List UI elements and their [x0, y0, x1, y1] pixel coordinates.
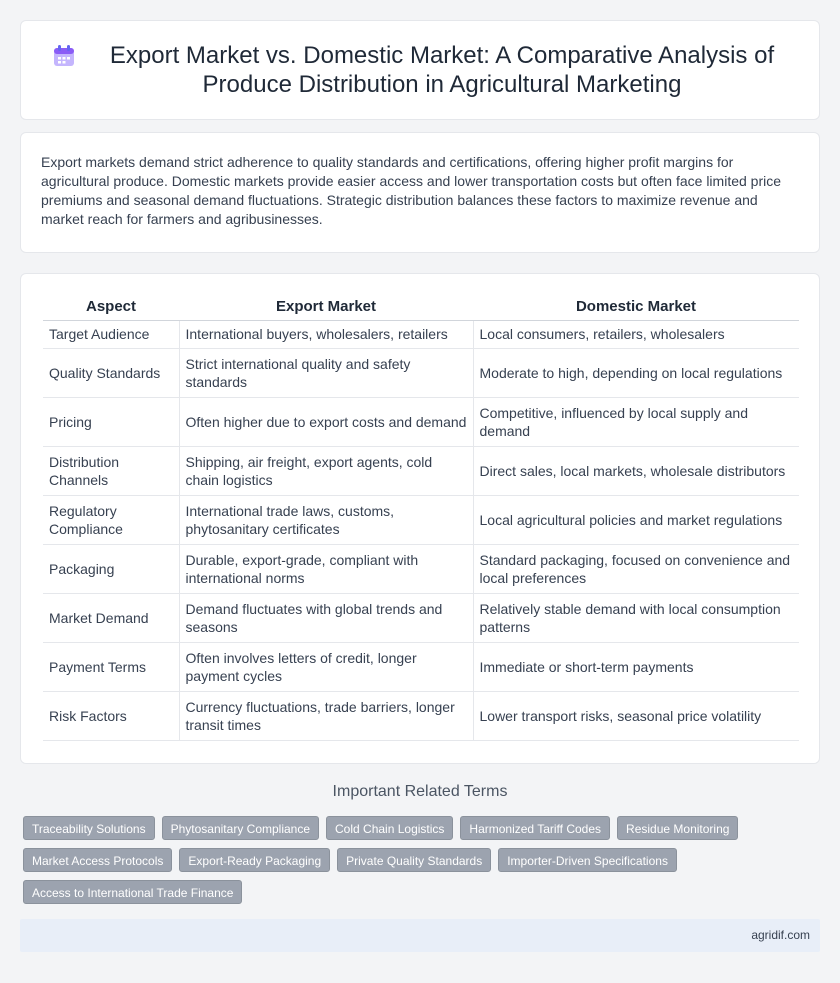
table-cell-aspect: Payment Terms — [43, 642, 179, 691]
table-cell-aspect: Regulatory Compliance — [43, 495, 179, 544]
tag-cold-chain-logistics[interactable]: Cold Chain Logistics — [326, 816, 453, 840]
table-cell-domestic: Immediate or short-term payments — [473, 642, 799, 691]
table-cell-domestic: Direct sales, local markets, wholesale distributors — [473, 446, 799, 495]
table-row — [43, 320, 799, 348]
intro-paragraph: Export markets demand strict adherence to quality standards and certifications, offering higher profit margins for agricultural produce. Domestic markets provide easier access and lower transportation costs but often face limited price premiums and seasonal demand fluctuations. Strategic distribution balances these factors to maximize revenue and market reach for farmers and agribusinesses. — [41, 154, 782, 227]
table-cell-export: Durable, export-grade, compliant with international norms — [179, 544, 473, 593]
table-row — [43, 593, 799, 642]
tag-harmonized-tariff-codes[interactable]: Harmonized Tariff Codes — [460, 816, 610, 840]
table-cell-aspect: Market Demand — [43, 593, 179, 642]
footer-site-link[interactable]: agridif.com — [751, 928, 810, 942]
table-row — [43, 544, 799, 593]
tag-private-quality-standards[interactable]: Private Quality Standards — [337, 848, 491, 872]
table-cell-export: Currency fluctuations, trade barriers, longer transit times — [179, 691, 473, 740]
tag-market-access-protocols[interactable]: Market Access Protocols — [23, 848, 172, 872]
table-cell-export: Shipping, air freight, export agents, cold chain logistics — [179, 446, 473, 495]
tag-phytosanitary-compliance[interactable]: Phytosanitary Compliance — [162, 816, 319, 840]
table-cell-aspect: Target Audience — [43, 320, 179, 348]
table-cell-domestic: Lower transport risks, seasonal price volatility — [473, 691, 799, 740]
table-row — [43, 348, 799, 397]
column-header-domestic: Domestic Market — [473, 294, 799, 320]
table-row — [43, 495, 799, 544]
table-cell-domestic: Standard packaging, focused on convenience and local preferences — [473, 544, 799, 593]
table-cell-domestic: Local agricultural policies and market regulations — [473, 495, 799, 544]
table-cell-aspect: Pricing — [43, 397, 179, 446]
table-cell-domestic: Relatively stable demand with local consumption patterns — [473, 593, 799, 642]
table-cell-export: International trade laws, customs, phytosanitary certificates — [179, 495, 473, 544]
header-card — [20, 20, 820, 120]
related-terms-tags — [23, 816, 813, 904]
tag-access-to-international-trade-finance[interactable]: Access to International Trade Finance — [23, 880, 242, 904]
tag-export-ready-packaging[interactable]: Export-Ready Packaging — [179, 848, 330, 872]
table-cell-aspect: Packaging — [43, 544, 179, 593]
table-header-row — [43, 294, 799, 320]
intro-card — [20, 132, 820, 253]
column-header-aspect: Aspect — [43, 294, 179, 320]
table-cell-domestic: Local consumers, retailers, wholesalers — [473, 320, 799, 348]
table-row — [43, 397, 799, 446]
tag-importer-driven-specifications[interactable]: Importer-Driven Specifications — [498, 848, 677, 872]
page-title: Export Market vs. Domestic Market: A Comparative Analysis of Produce Distribution in Agricultural Marketing — [109, 42, 775, 98]
footer — [20, 919, 820, 952]
table-row — [43, 446, 799, 495]
table-cell-domestic: Moderate to high, depending on local regulations — [473, 348, 799, 397]
table-row — [43, 642, 799, 691]
table-cell-aspect: Risk Factors — [43, 691, 179, 740]
calendar-icon — [51, 43, 77, 69]
table-cell-aspect: Distribution Channels — [43, 446, 179, 495]
column-header-export: Export Market — [179, 294, 473, 320]
table-cell-export: Demand fluctuates with global trends and seasons — [179, 593, 473, 642]
comparison-table-card — [20, 273, 820, 764]
table-cell-domestic: Competitive, influenced by local supply and demand — [473, 397, 799, 446]
tag-traceability-solutions[interactable]: Traceability Solutions — [23, 816, 155, 840]
table-cell-export: Often involves letters of credit, longer payment cycles — [179, 642, 473, 691]
table-cell-export: International buyers, wholesalers, retailers — [179, 320, 473, 348]
comparison-table — [43, 294, 799, 741]
tag-residue-monitoring[interactable]: Residue Monitoring — [617, 816, 738, 840]
table-cell-export: Often higher due to export costs and demand — [179, 397, 473, 446]
table-row — [43, 691, 799, 740]
table-cell-aspect: Quality Standards — [43, 348, 179, 397]
table-cell-export: Strict international quality and safety standards — [179, 348, 473, 397]
related-terms-title: Important Related Terms — [332, 783, 508, 800]
